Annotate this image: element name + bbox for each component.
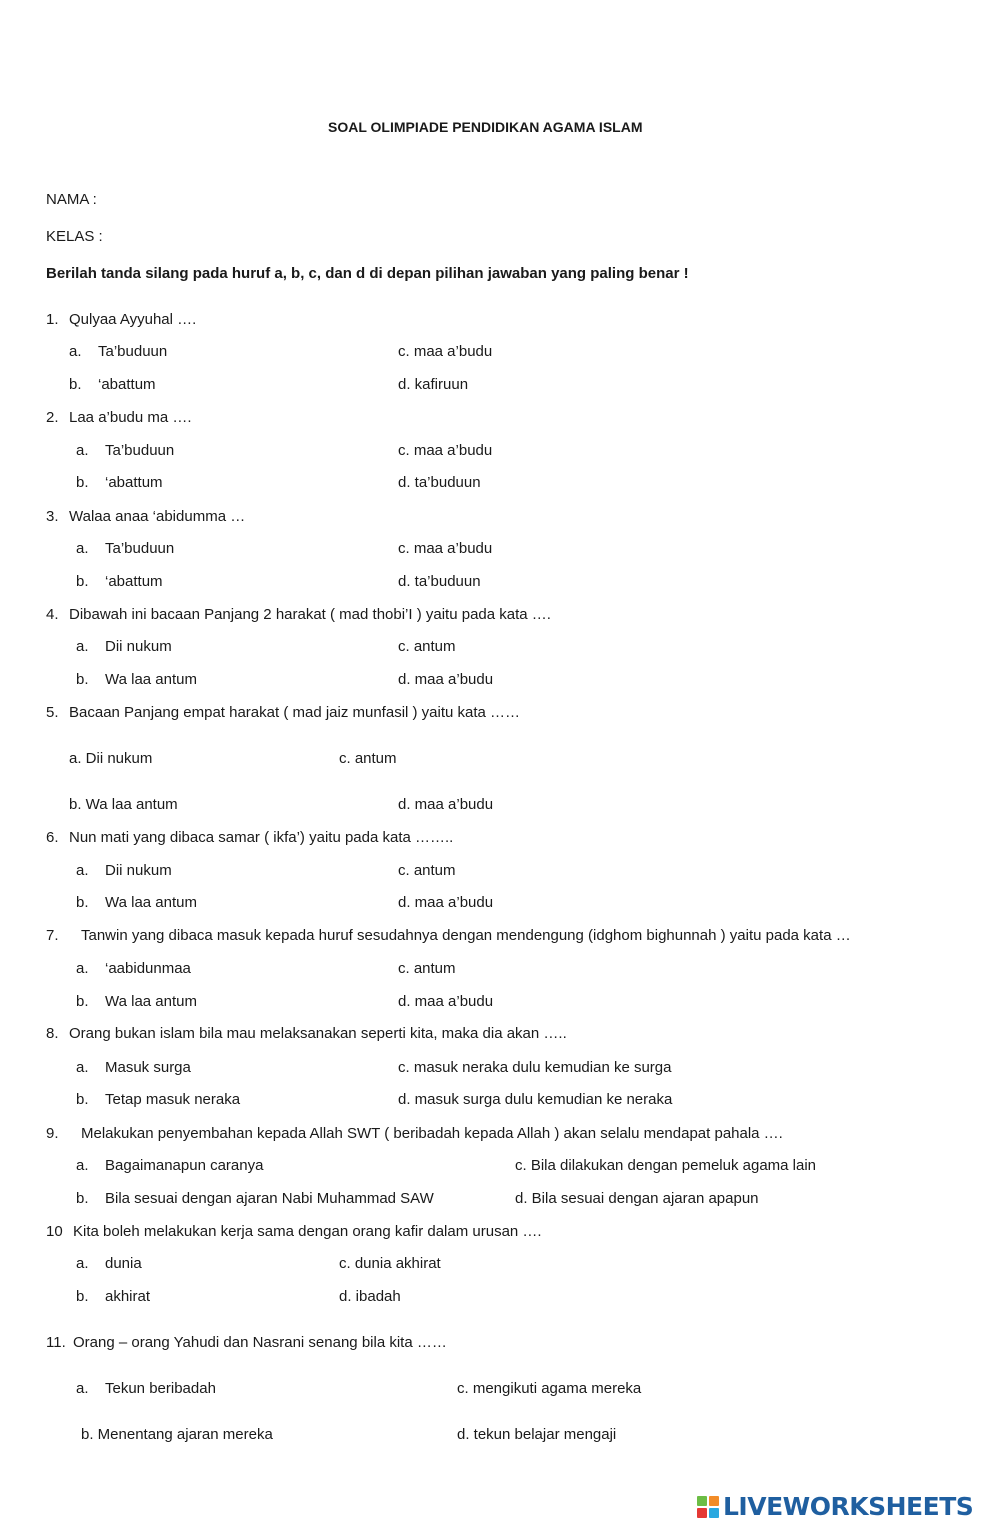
option-c: c. mengikuti agama mereka: [457, 1380, 642, 1397]
option-letter: b.: [76, 474, 89, 491]
question-text: Orang bukan islam bila mau melaksanakan seperti kita, maka dia akan …..: [69, 1025, 567, 1042]
question-text: Walaa anaa ‘abidumma …: [69, 508, 246, 525]
option-d: d. masuk surga dulu kemudian ke neraka: [398, 1091, 673, 1108]
question-number: 11.: [46, 1334, 66, 1351]
option-letter: a.: [76, 442, 89, 459]
option-c: c. maa a’budu: [398, 442, 493, 459]
option-a: Masuk surga: [105, 1059, 191, 1076]
option-b: b. Wa laa antum: [69, 796, 178, 813]
option-letter: b.: [76, 1288, 89, 1305]
question-text: Nun mati yang dibaca samar ( ikfa’) yaitu pada kata ……..: [69, 829, 454, 846]
option-d: d. maa a’budu: [398, 796, 494, 813]
option-d: d. ta’buduun: [398, 474, 481, 491]
option-letter: b.: [76, 573, 89, 590]
option-a: Ta’buduun: [105, 540, 175, 557]
liveworksheets-logo: [697, 1492, 973, 1522]
option-c: c. masuk neraka dulu kemudian ke surga: [398, 1059, 672, 1076]
option-b: Wa laa antum: [105, 894, 197, 911]
question-text: Kita boleh melakukan kerja sama dengan orang kafir dalam urusan ….: [73, 1223, 542, 1240]
option-d: d. ibadah: [339, 1288, 401, 1305]
option-d: d. kafiruun: [398, 376, 469, 393]
page-title: SOAL OLIMPIADE PENDIDIKAN AGAMA ISLAM: [328, 119, 643, 135]
option-letter: a.: [76, 1059, 89, 1076]
option-b: ‘abattum: [98, 376, 156, 393]
question-number: 2.: [46, 409, 59, 426]
question-text: Dibawah ini bacaan Panjang 2 harakat ( mad thobi’I ) yaitu pada kata ….: [69, 606, 551, 623]
question-text: Laa a’budu ma ….: [69, 409, 192, 426]
option-b: ‘abattum: [105, 573, 163, 590]
option-d: d. maa a’budu: [398, 894, 494, 911]
option-letter: b.: [76, 671, 89, 688]
option-a: Tekun beribadah: [105, 1380, 216, 1397]
option-letter: a.: [76, 638, 89, 655]
option-letter: b.: [76, 894, 89, 911]
option-d: d. maa a’budu: [398, 671, 494, 688]
option-d: d. maa a’budu: [398, 993, 494, 1010]
option-c: c. maa a’budu: [398, 540, 493, 557]
question-text: Orang – orang Yahudi dan Nasrani senang bila kita ……: [73, 1334, 447, 1351]
class-label: KELAS :: [46, 228, 103, 245]
option-b: Wa laa antum: [105, 671, 197, 688]
option-letter: a.: [76, 1255, 89, 1272]
option-b: akhirat: [105, 1288, 151, 1305]
question-number: 3.: [46, 508, 59, 525]
question-number: 7.: [46, 927, 59, 944]
option-c: c. antum: [339, 750, 397, 767]
instruction-text: Berilah tanda silang pada huruf a, b, c, dan d di depan pilihan jawaban yang paling benar !: [46, 265, 689, 282]
option-b: Bila sesuai dengan ajaran Nabi Muhammad SAW: [105, 1190, 434, 1207]
name-label: NAMA :: [46, 191, 97, 208]
option-letter: a.: [76, 1157, 89, 1174]
option-c: c. maa a’budu: [398, 343, 493, 360]
option-d: d. ta’buduun: [398, 573, 481, 590]
option-letter: a.: [76, 862, 89, 879]
option-letter: b.: [76, 1091, 89, 1108]
option-d: d. Bila sesuai dengan ajaran apapun: [515, 1190, 759, 1207]
question-number: 10: [46, 1223, 63, 1240]
option-c: c. Bila dilakukan dengan pemeluk agama lain: [515, 1157, 817, 1174]
option-letter: a.: [76, 540, 89, 557]
option-letter: a.: [76, 1380, 89, 1397]
option-a: Dii nukum: [105, 862, 172, 879]
option-c: c. antum: [398, 638, 456, 655]
option-c: c. dunia akhirat: [339, 1255, 441, 1272]
option-letter: a.: [76, 960, 89, 977]
option-a: Ta’buduun: [98, 343, 168, 360]
liveworksheets-logo-text: LIVEWORKSHEETS: [723, 1492, 974, 1521]
option-letter: b.: [69, 376, 82, 393]
option-d: d. tekun belajar mengaji: [457, 1426, 617, 1443]
option-b: b. Menentang ajaran mereka: [81, 1426, 273, 1443]
option-c: c. antum: [398, 862, 456, 879]
question-text: Bacaan Panjang empat harakat ( mad jaiz munfasil ) yaitu kata ……: [69, 704, 521, 721]
question-number: 8.: [46, 1025, 59, 1042]
option-letter: a.: [69, 343, 82, 360]
option-a: dunia: [105, 1255, 142, 1272]
option-c: c. antum: [398, 960, 456, 977]
option-a: Dii nukum: [105, 638, 172, 655]
liveworksheets-logo-icon: [697, 1496, 719, 1518]
option-a: Ta’buduun: [105, 442, 175, 459]
option-b: Wa laa antum: [105, 993, 197, 1010]
option-letter: b.: [76, 1190, 89, 1207]
question-text: Qulyaa Ayyuhal ….: [69, 311, 197, 328]
question-number: 4.: [46, 606, 59, 623]
question-number: 6.: [46, 829, 59, 846]
question-number: 1.: [46, 311, 59, 328]
option-b: ‘abattum: [105, 474, 163, 491]
question-text: Tanwin yang dibaca masuk kepada huruf sesudahnya dengan mendengung (idghom bighunnah ) yaitu pada kata …: [81, 927, 851, 944]
question-number: 5.: [46, 704, 59, 721]
question-number: 9.: [46, 1125, 59, 1142]
option-letter: b.: [76, 993, 89, 1010]
option-b: Tetap masuk neraka: [105, 1091, 241, 1108]
option-a: ‘aabidunmaa: [105, 960, 191, 977]
option-a: a. Dii nukum: [69, 750, 153, 767]
question-text: Melakukan penyembahan kepada Allah SWT ( beribadah kepada Allah ) akan selalu mendapat pahala ….: [81, 1125, 783, 1142]
option-a: Bagaimanapun caranya: [105, 1157, 264, 1174]
